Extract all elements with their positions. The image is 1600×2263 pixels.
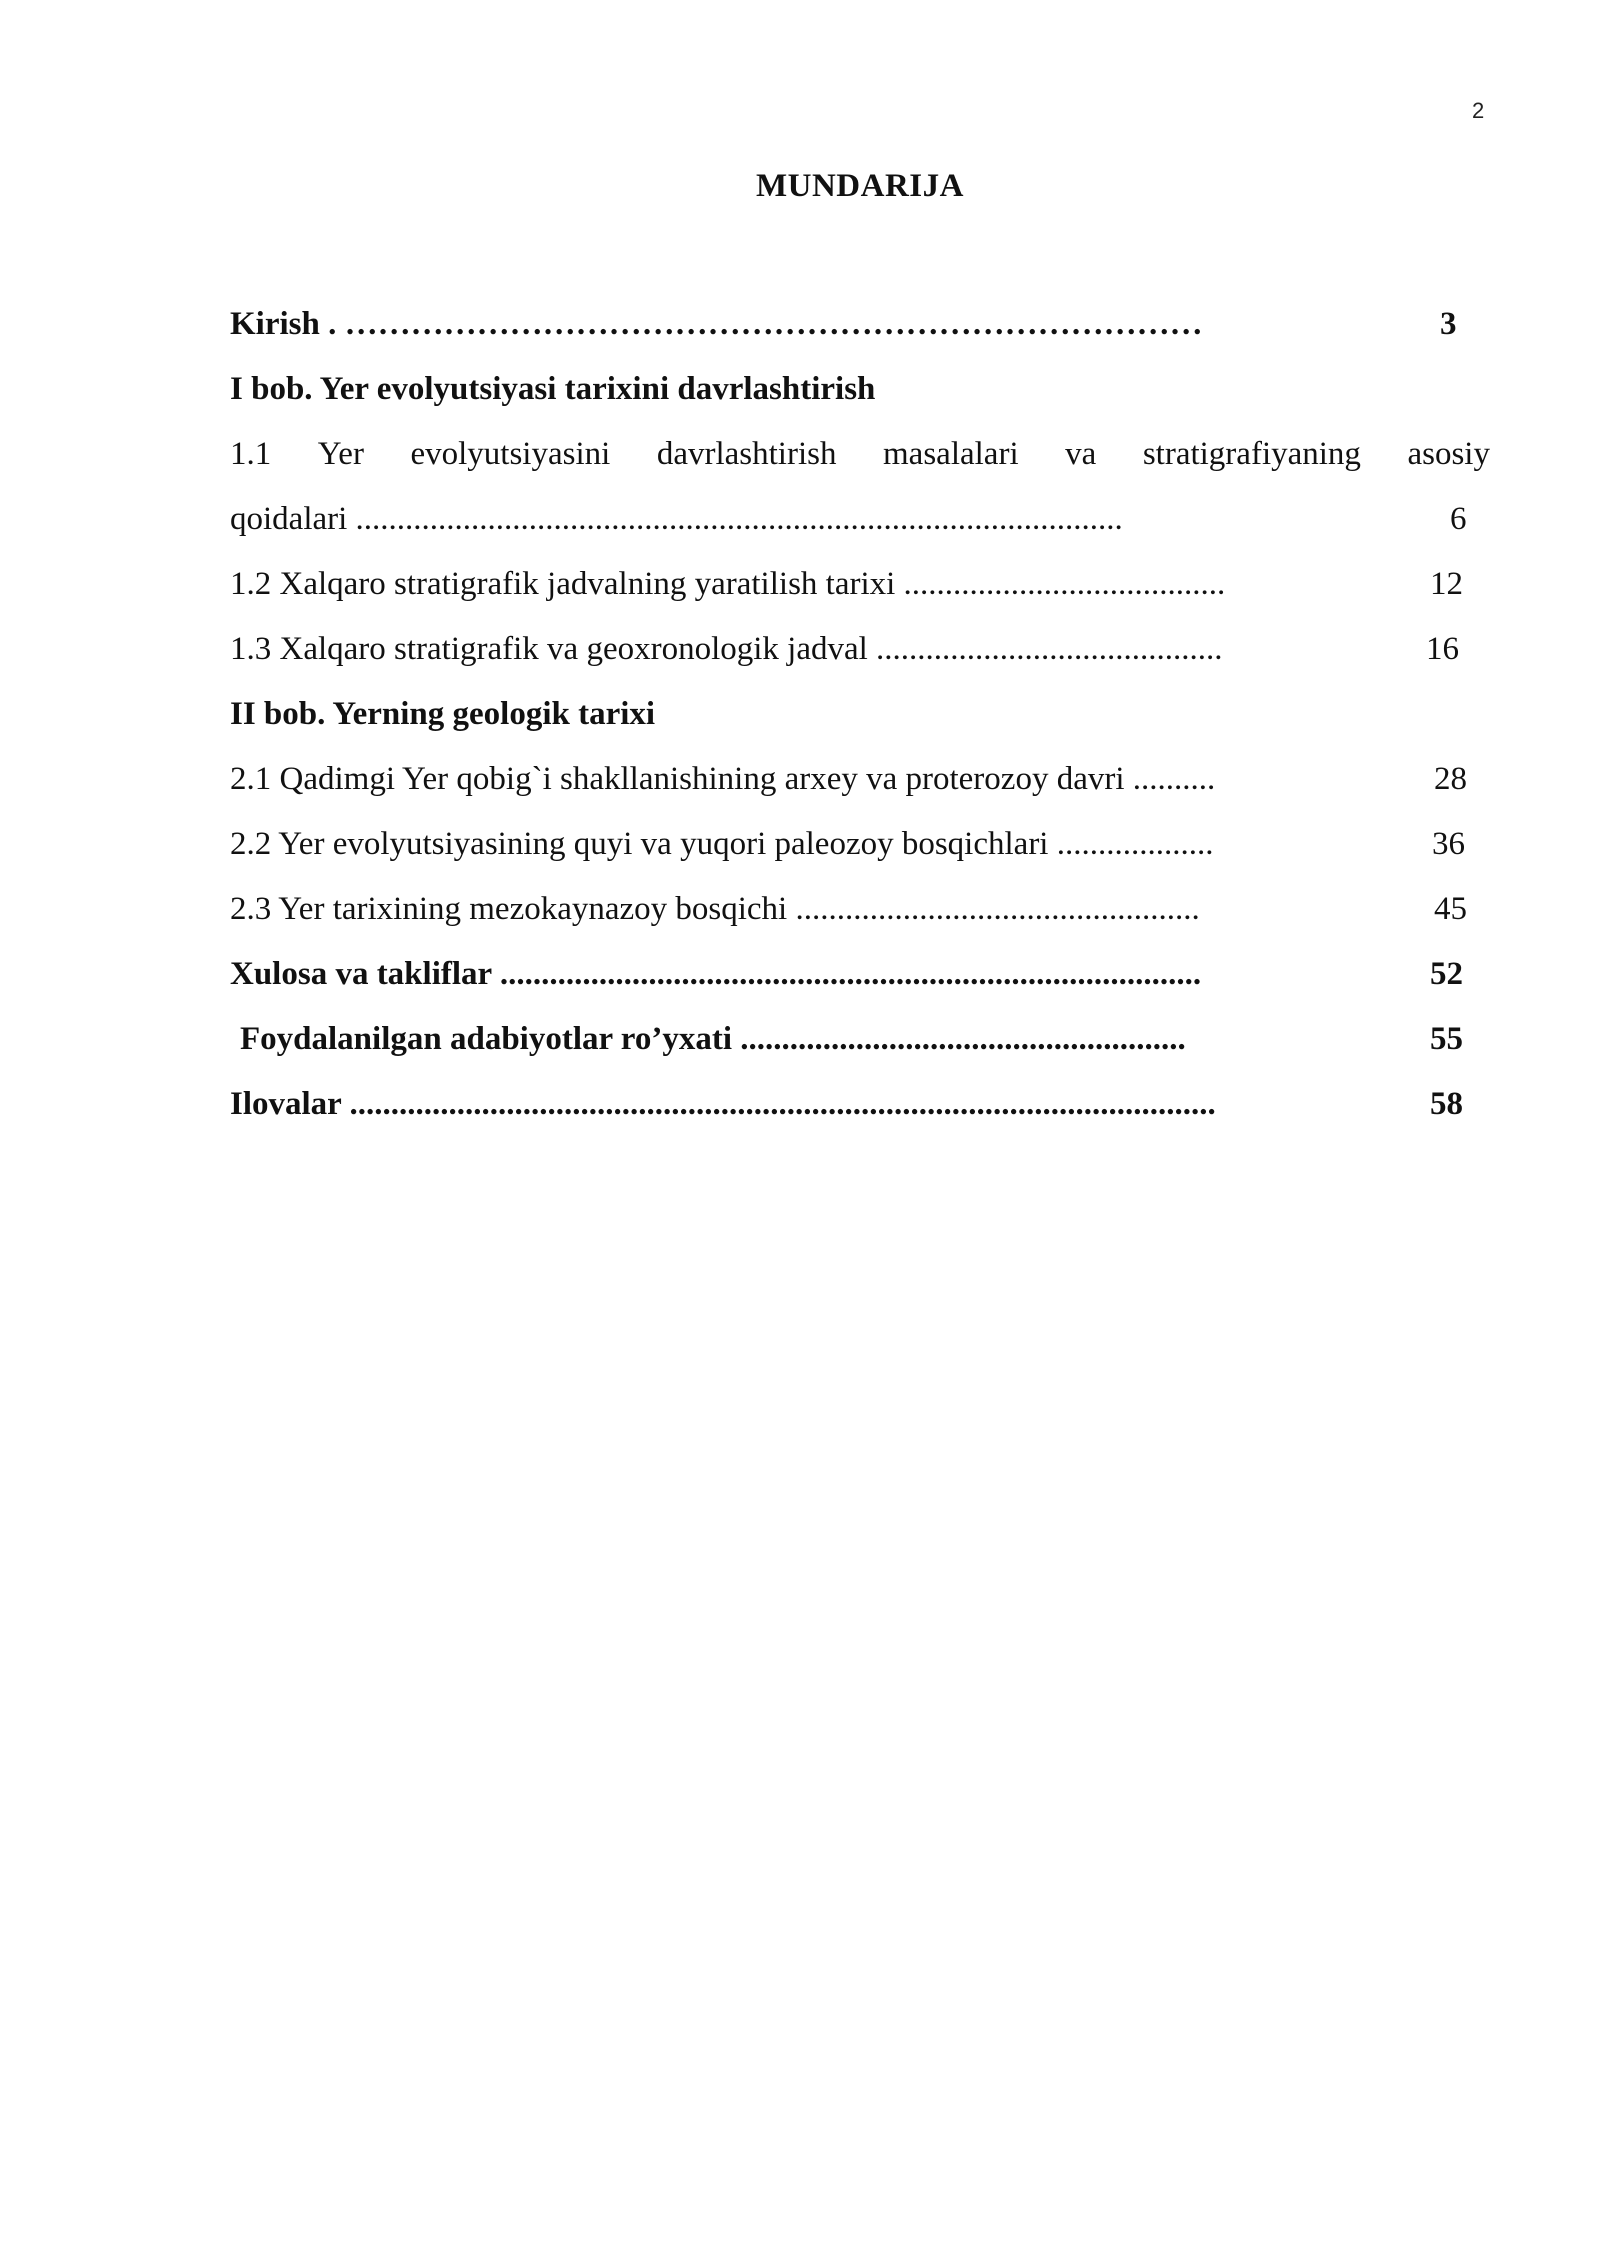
toc-entry-kirish[interactable] — [230, 292, 1490, 357]
toc-word: va — [1065, 436, 1097, 472]
toc-word: stratigrafiyaning — [1142, 436, 1361, 472]
toc-entry-label: 2.1 Qadimgi Yer qobig`i shakllanishining arxey va proterozoy davri .......... — [230, 761, 1216, 797]
toc-entry-label: 2.2 Yer evolyutsiyasining quyi va yuqori paleozoy bosqichlari ................... — [230, 826, 1214, 862]
toc-word: Yer — [317, 436, 364, 472]
toc-entry-label — [230, 422, 1490, 487]
toc-entry-page: 16 — [1426, 631, 1459, 667]
toc-entry-page: 12 — [1430, 566, 1463, 602]
toc-word: evolyutsiyasini — [410, 436, 611, 472]
toc-entry-1-1[interactable] — [230, 422, 1490, 487]
toc-entry-page: 58 — [1430, 1086, 1463, 1122]
toc-entry-label: I bob. Yer evolyutsiyasi tarixini davrlashtirish — [230, 371, 876, 407]
toc-entry-page: 28 — [1434, 761, 1467, 797]
page-number: 2 — [1472, 98, 1485, 123]
toc-chapter-1-heading[interactable] — [230, 357, 1490, 422]
toc-entry-page: 45 — [1434, 891, 1467, 927]
toc-entry-page: 55 — [1430, 1021, 1463, 1057]
table-of-contents — [230, 292, 1490, 1137]
toc-entry-page: 3 — [1440, 306, 1457, 342]
toc-entry-page: 6 — [1450, 501, 1467, 537]
toc-title: MUNDARIJA — [756, 168, 964, 204]
toc-entry-label: Xulosa va takliflar ..................................................................................... — [230, 956, 1202, 992]
toc-word: 1.1 — [230, 436, 272, 472]
toc-entry-label: Foydalanilgan adabiyotlar ro’yxati ...................................................... — [240, 1021, 1186, 1057]
toc-entry-label: qoidalari ............................................................................................. — [230, 501, 1123, 537]
toc-entry-label: 1.3 Xalqaro stratigrafik va geoxronologik jadval .......................................... — [230, 631, 1223, 667]
toc-entry-2-2[interactable] — [230, 812, 1490, 877]
toc-entry-1-3[interactable] — [230, 617, 1490, 682]
toc-word: davrlashtirish — [656, 436, 837, 472]
toc-entry-2-3[interactable] — [230, 877, 1490, 942]
toc-entry-page: 36 — [1432, 826, 1465, 862]
toc-word: asosiy — [1407, 436, 1490, 472]
toc-entry-label: 1.2 Xalqaro stratigrafik jadvalning yaratilish tarixi ....................................... — [230, 566, 1226, 602]
toc-entry-xulosa[interactable] — [230, 942, 1490, 1007]
toc-entry-1-2[interactable] — [230, 552, 1490, 617]
toc-word: masalalari — [883, 436, 1019, 472]
toc-entry-adabiyotlar[interactable] — [230, 1007, 1490, 1072]
toc-entry-label: 2.3 Yer tarixining mezokaynazoy bosqichi ................................................. — [230, 891, 1200, 927]
toc-entry-ilovalar[interactable] — [230, 1072, 1490, 1137]
toc-entry-label: II bob. Yerning geologik tarixi — [230, 696, 656, 732]
toc-entry-1-1-continuation[interactable] — [230, 487, 1490, 552]
toc-entry-page: 52 — [1430, 956, 1463, 992]
toc-chapter-2-heading[interactable] — [230, 682, 1490, 747]
toc-entry-label: Ilovalar ......................................................................................................... — [230, 1086, 1216, 1122]
toc-entry-2-1[interactable] — [230, 747, 1490, 812]
toc-entry-label: Kirish . …………………………………………………………………… — [230, 306, 1203, 342]
